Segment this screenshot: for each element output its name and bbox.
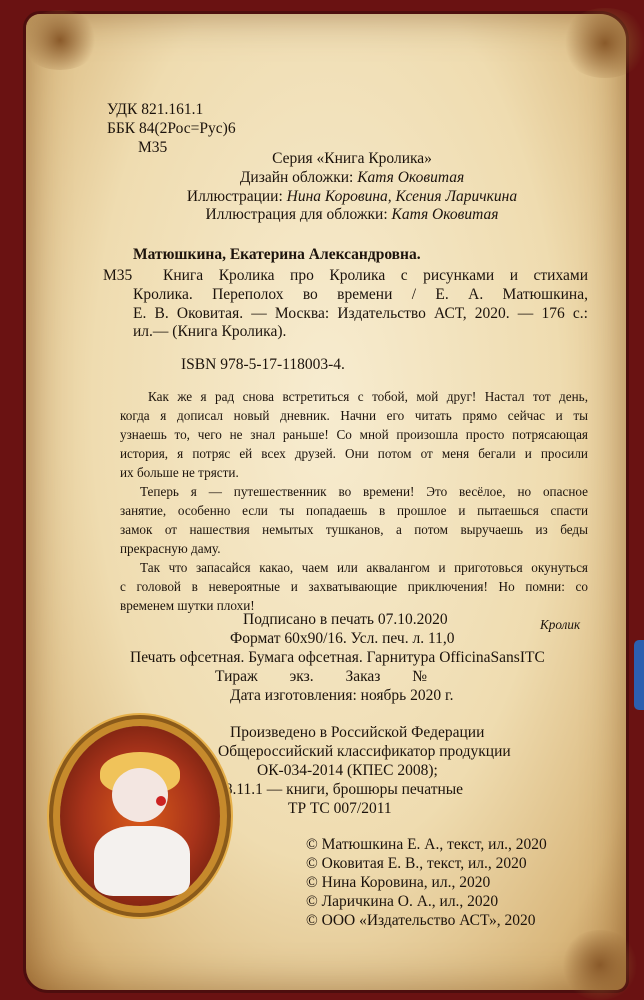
illustrations-line xyxy=(60,188,644,206)
isbn: ISBN 978-5-17-118003-4. xyxy=(181,356,345,373)
annotation-line-1: Как же я рад снова встретиться с тобой, мой друг! Настал тот день, xyxy=(148,389,588,404)
portrait-nose xyxy=(156,796,166,806)
copyright-3: © Нина Коровина, ил., 2020 xyxy=(306,874,491,891)
copyright-2: © Оковитая Е. В., текст, ил., 2020 xyxy=(306,855,527,872)
annotation-line-5: их больше не трясти. xyxy=(120,465,239,480)
annotation-line-8: замок от нашествия немытых тушканов, а потом выручаешь из беды xyxy=(120,522,588,537)
print-format: Формат 60x90/16. Усл. печ. л. 11,0 xyxy=(230,630,455,647)
production-country: Произведено в Российской Федерации xyxy=(230,724,485,741)
series-line: Серия «Книга Кролика» xyxy=(272,150,432,167)
catalog-line-3: Е. В. Оковитая. — Москва: Издательство АСТ, 2020. — 176 с.: xyxy=(133,305,588,322)
udk-code: УДК 821.161.1 xyxy=(107,101,204,118)
annotation-line-9: прекрасную даму. xyxy=(120,541,221,556)
annotation-line-7: занятие, особенно если ты попадаешь в прошлое и пытаешься спасти xyxy=(120,503,588,518)
annotation-line-10: Так что запасайся какао, чаем или аквалангом и приготовься окунуться xyxy=(140,560,588,575)
cover-design-line xyxy=(60,169,644,187)
portrait-face xyxy=(112,768,168,822)
production-okp: ОК-034-2014 (КПЕС 2008); xyxy=(257,762,438,779)
annotation-line-3: узнаешь то, чего не знал раньше! Со мной произошла просто потрясающая xyxy=(120,427,588,442)
catalog-code: М35 xyxy=(103,267,133,284)
annotation-line-2: когда я дописал новый дневник. Начни его читать прямо сейчас и ты xyxy=(120,408,588,423)
author-mark: М35 xyxy=(138,139,168,156)
bbk-code: ББК 84(2Рос=Рус)6 xyxy=(107,120,236,137)
copyright-1: © Матюшкина Е. А., текст, ил., 2020 xyxy=(306,836,547,853)
copyright-4: © Ларичкина О. А., ил., 2020 xyxy=(306,893,499,910)
cover-illustration-line xyxy=(60,206,644,224)
catalog-line-1: Книга Кролика про Кролика с рисунками и стихами xyxy=(163,267,588,284)
cover-illustration-name: Катя Оковитая xyxy=(391,206,499,223)
copyright-5: © ООО «Издательство АСТ», 2020 xyxy=(306,912,536,929)
annotation-line-4: история, я потряс ей всех друзей. Они потом от меня бегали и просили xyxy=(120,446,588,461)
cover-design-label: Дизайн обложки: xyxy=(239,169,354,186)
catalog-line-2: Кролика. Переполох во времени / Е. А. Матюшкина, xyxy=(133,286,588,303)
oval-portrait-illustration xyxy=(60,726,220,906)
print-method: Печать офсетная. Бумага офсетная. Гарнитура OfficinaSansITC xyxy=(130,649,545,666)
print-date: Дата изготовления: ноябрь 2020 г. xyxy=(230,687,454,704)
illustrations-label: Иллюстрации: xyxy=(186,188,283,205)
catalog-line-4: ил.— (Книга Кролика). xyxy=(133,323,287,340)
catalog-author: Матюшкина, Екатерина Александровна. xyxy=(133,246,421,263)
annotation-line-6: Теперь я — путешественник во времени! Это весёлое, но опасное xyxy=(140,484,588,499)
cover-illustration-label: Иллюстрация для обложки: xyxy=(205,206,388,223)
print-circulation: Тираж экз. Заказ № xyxy=(215,668,428,685)
production-tr: ТР ТС 007/2011 xyxy=(288,800,392,817)
illustrations-names: Нина Коровина, Ксения Ларичкина xyxy=(286,188,518,205)
annotation-signature: Кролик xyxy=(540,617,581,632)
print-signed: Подписано в печать 07.10.2020 xyxy=(243,611,448,628)
production-code: 58.11.1 — книги, брошюры печатные xyxy=(217,781,464,798)
annotation-line-12: временем шутки плохи! xyxy=(120,598,255,613)
annotation-line-11: с головой в невероятные и захватывающие приключения! Но помни: со xyxy=(120,579,588,594)
production-classifier: Общероссийский классификатор продукции xyxy=(218,743,511,760)
portrait-dress xyxy=(94,826,190,896)
cover-design-name: Катя Оковитая xyxy=(357,169,465,186)
